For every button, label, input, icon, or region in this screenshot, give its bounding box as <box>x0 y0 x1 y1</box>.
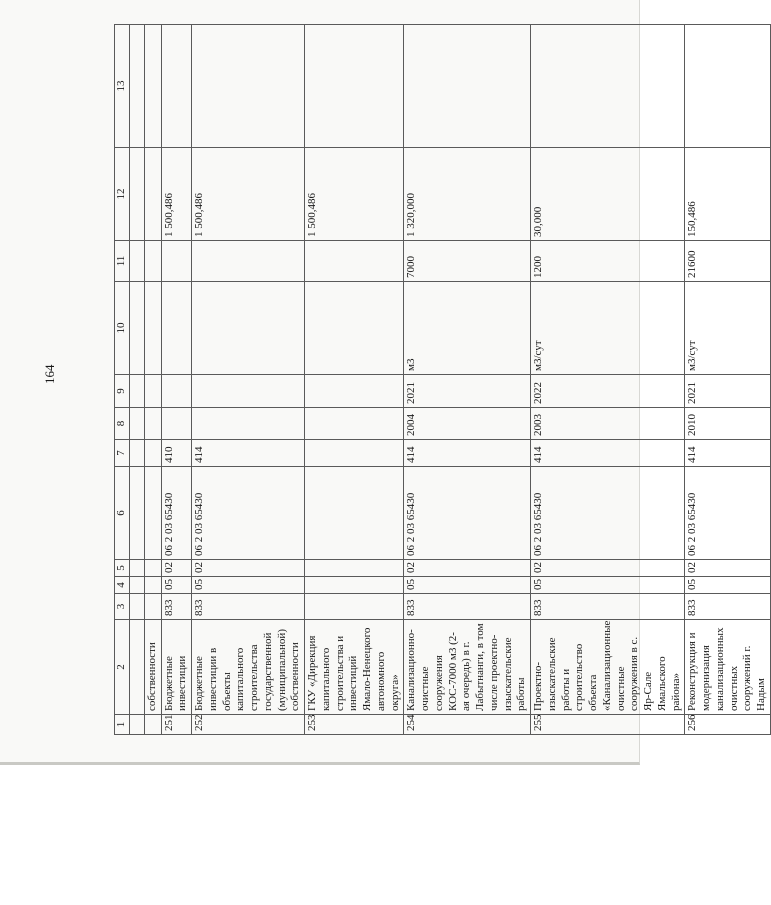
table-cell <box>161 25 192 148</box>
table-cell <box>144 715 161 735</box>
table-cell: 833 <box>531 594 685 620</box>
table-cell: 833 <box>404 594 531 620</box>
table-cell: 05 <box>404 577 531 594</box>
table-cell <box>144 408 161 440</box>
table-cell: 05 <box>161 577 192 594</box>
row-number: 252 <box>192 715 305 735</box>
table-cell <box>144 440 161 467</box>
table-cell <box>144 467 161 560</box>
table-cell: 2021 <box>404 375 531 408</box>
table-cell <box>305 408 404 440</box>
table-cell <box>144 241 161 282</box>
table-cell <box>129 467 144 560</box>
header-cell: 10 <box>115 282 130 375</box>
table-cell: 1 500,486 <box>305 148 404 241</box>
table-cell <box>129 715 144 735</box>
table-cell: м3 <box>404 282 531 375</box>
table-row <box>192 25 305 735</box>
table-cell <box>305 282 404 375</box>
table-cell: 02 <box>685 560 771 577</box>
row-name: Проектно-изыскательские работы и строительство объекта «Канализационные очистные сооружения в с. Яр-Сале Ямальского района» <box>531 620 685 715</box>
table-cell <box>305 375 404 408</box>
table-cell <box>144 594 161 620</box>
table-cell <box>192 375 305 408</box>
table-cell <box>161 408 192 440</box>
table-cell: 2004 <box>404 408 531 440</box>
row-number: 255 <box>531 715 685 735</box>
table-cell: 414 <box>531 440 685 467</box>
row-name: Канализационно-очистные сооружения КОС-7000 м3 (2-ая очередь) в г. Лабытнанги, в том числе проектно-изыскательские работы <box>404 620 531 715</box>
table-cell <box>129 440 144 467</box>
header-cell: 11 <box>115 241 130 282</box>
row-number: 251 <box>161 715 192 735</box>
header-cell: 13 <box>115 25 130 148</box>
table-cell: 06 2 03 65430 <box>404 467 531 560</box>
row-number: 253 <box>305 715 404 735</box>
table-cell <box>129 620 144 715</box>
table-cell <box>305 25 404 148</box>
header-cell: 2 <box>115 620 130 715</box>
table-cell <box>144 282 161 375</box>
table-cell <box>305 241 404 282</box>
table-cell <box>404 25 531 148</box>
table-cell: 05 <box>685 577 771 594</box>
table-cell <box>144 148 161 241</box>
table-cell: 7000 <box>404 241 531 282</box>
table-row <box>305 25 404 735</box>
table-row <box>161 25 192 735</box>
table-cell <box>305 560 404 577</box>
table-cell: 06 2 03 65430 <box>531 467 685 560</box>
table-cell: 2010 <box>685 408 771 440</box>
table-cell <box>144 375 161 408</box>
header-cell: 12 <box>115 148 130 241</box>
table-cell <box>129 375 144 408</box>
table-cell: 2022 <box>531 375 685 408</box>
header-cell: 4 <box>115 577 130 594</box>
page-number: 164 <box>42 364 57 384</box>
table-cell <box>685 25 771 148</box>
table-cell <box>129 577 144 594</box>
table-cell: 414 <box>192 440 305 467</box>
table-cell: 1200 <box>531 241 685 282</box>
table-cell: 02 <box>161 560 192 577</box>
table-cell <box>144 577 161 594</box>
table-cell: 06 2 03 65430 <box>192 467 305 560</box>
table-cell: 414 <box>404 440 531 467</box>
table-cell <box>192 282 305 375</box>
table-cell: 410 <box>161 440 192 467</box>
table-cell: 2003 <box>531 408 685 440</box>
table-cell: 414 <box>685 440 771 467</box>
table-cell <box>305 577 404 594</box>
table-row <box>685 25 771 735</box>
header-cell: 8 <box>115 408 130 440</box>
header-cell: 3 <box>115 594 130 620</box>
table-cell <box>129 282 144 375</box>
table-cell: 833 <box>192 594 305 620</box>
table-cell: 833 <box>161 594 192 620</box>
row-name: ГКУ «Дирекция капитального строительства и инвестиций Ямало-Ненецкого автономного округа» <box>305 620 404 715</box>
table-cell: 150,486 <box>685 148 771 241</box>
table-cell <box>305 594 404 620</box>
row-number: 256 <box>685 715 771 735</box>
table-cell: 02 <box>192 560 305 577</box>
table-cell: м3/сут <box>531 282 685 375</box>
table-cell: 05 <box>192 577 305 594</box>
table-cell: 2021 <box>685 375 771 408</box>
table-cell: 06 2 03 65430 <box>685 467 771 560</box>
table-cell <box>161 282 192 375</box>
continuation-text: собственности <box>144 620 161 715</box>
header-row <box>115 25 130 735</box>
row-name: Реконструкция и модернизация канализационных очистных сооружений г. Надым <box>685 620 771 715</box>
table-cell <box>129 148 144 241</box>
continuation-row <box>144 25 161 735</box>
header-cell: 7 <box>115 440 130 467</box>
table-cell: 02 <box>531 560 685 577</box>
row-name: Бюджетные инвестиции в объекты капитального строительства государственной (муниципальной) собственности <box>192 620 305 715</box>
table-cell <box>192 241 305 282</box>
table-cell <box>129 25 144 148</box>
table-cell: 30,000 <box>531 148 685 241</box>
table-cell <box>144 560 161 577</box>
table-cell: 21600 <box>685 241 771 282</box>
table-cell <box>161 241 192 282</box>
header-cell: 5 <box>115 560 130 577</box>
table-cell <box>129 241 144 282</box>
table-cell: 833 <box>685 594 771 620</box>
table-cell <box>144 25 161 148</box>
table-cell <box>305 440 404 467</box>
budget-table <box>114 24 771 735</box>
blank-row <box>129 25 144 735</box>
table-cell <box>129 594 144 620</box>
table-cell: 1 500,486 <box>161 148 192 241</box>
table-cell <box>161 375 192 408</box>
table-cell: 1 500,486 <box>192 148 305 241</box>
table-cell <box>192 25 305 148</box>
table-cell <box>129 408 144 440</box>
table-cell <box>192 408 305 440</box>
header-cell: 1 <box>115 715 130 735</box>
table-cell <box>305 467 404 560</box>
header-cell: 9 <box>115 375 130 408</box>
table-cell: 02 <box>404 560 531 577</box>
table-row <box>531 25 685 735</box>
table-frame <box>114 25 767 735</box>
row-name: Бюджетные инвестиции <box>161 620 192 715</box>
table-cell: 05 <box>531 577 685 594</box>
table-cell: 1 320,000 <box>404 148 531 241</box>
table-row <box>404 25 531 735</box>
header-cell: 6 <box>115 467 130 560</box>
table-cell: 06 2 03 65430 <box>161 467 192 560</box>
table-cell: м3/сут <box>685 282 771 375</box>
table-cell <box>531 25 685 148</box>
row-number: 254 <box>404 715 531 735</box>
table-cell <box>129 560 144 577</box>
